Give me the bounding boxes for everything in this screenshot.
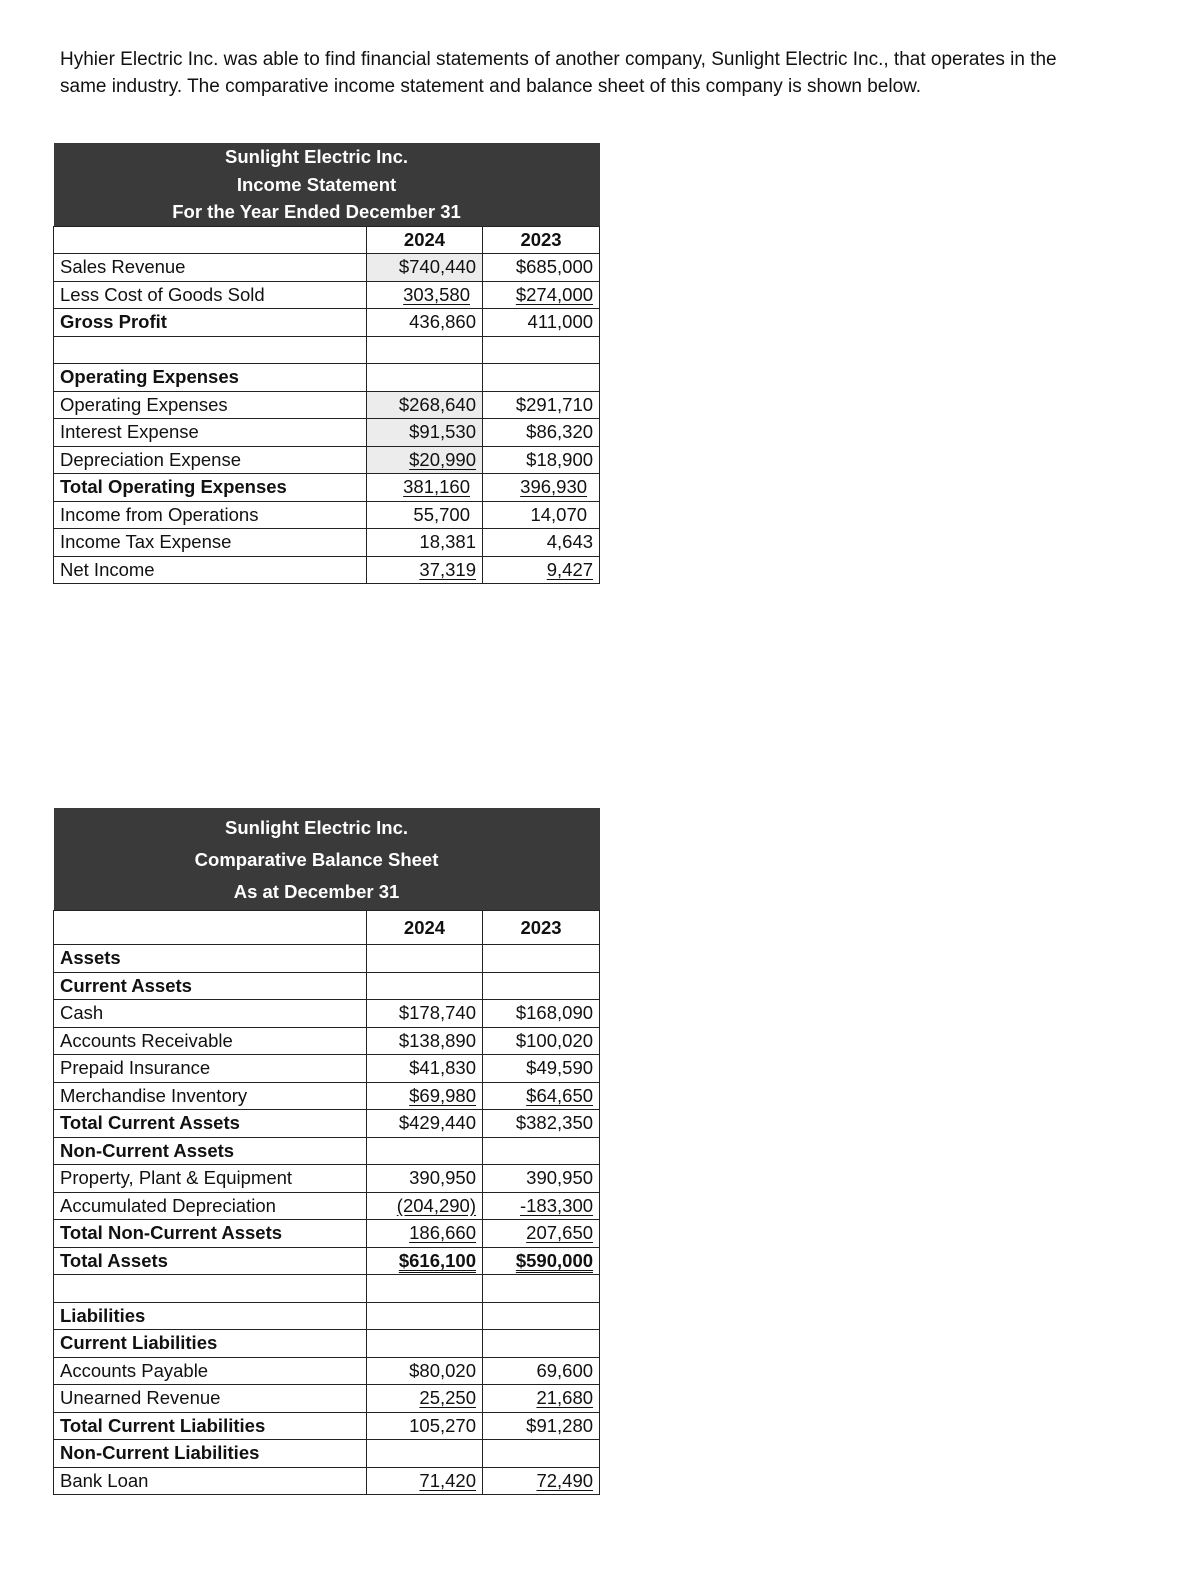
value-2023: [483, 945, 600, 973]
row-label: Net Income: [54, 556, 367, 584]
year-2024-header: 2024: [367, 911, 483, 945]
value-2023: 4,643: [483, 529, 600, 557]
value-2023: $685,000: [483, 254, 600, 282]
row-label: Total Non-Current Assets: [54, 1220, 367, 1248]
balance-sheet-header: [54, 808, 600, 911]
value-2023: $91,280: [483, 1412, 600, 1440]
table-row: [54, 446, 600, 474]
value-2024: 18,381: [367, 529, 483, 557]
company-name: Sunlight Electric Inc.: [225, 817, 408, 838]
value-2023: [483, 1330, 600, 1358]
year-2023-header: 2023: [483, 226, 600, 254]
row-label: Depreciation Expense: [54, 446, 367, 474]
value-2023: $382,350: [483, 1110, 600, 1138]
value-2024: 71,420: [367, 1467, 483, 1495]
row-label: Total Current Liabilities: [54, 1412, 367, 1440]
value-2023: $274,000: [483, 281, 600, 309]
row-label: [54, 336, 367, 364]
table-row: [54, 1440, 600, 1468]
intro-paragraph: Hyhier Electric Inc. was able to find financial statements of another company, Sunlight Electric Inc., that operates in the same industry. The comparative income statement and balance sheet of this company is shown below.: [60, 49, 1057, 97]
row-label: Operating Expenses: [54, 364, 367, 392]
value-2024: 381,160: [367, 474, 483, 502]
value-2024: $80,020: [367, 1357, 483, 1385]
row-label: Non-Current Liabilities: [54, 1440, 367, 1468]
value-2024: $616,100: [367, 1247, 483, 1275]
table-row: [54, 529, 600, 557]
value-2023: $590,000: [483, 1247, 600, 1275]
row-label: Income Tax Expense: [54, 529, 367, 557]
value-2024: [367, 1137, 483, 1165]
table-row: [54, 1385, 600, 1413]
value-2023: $18,900: [483, 446, 600, 474]
row-label: Cash: [54, 1000, 367, 1028]
value-2023: 390,950: [483, 1165, 600, 1193]
table-row: [54, 1467, 600, 1495]
value-2024: [367, 945, 483, 973]
value-2024: [367, 1330, 483, 1358]
value-2023: 72,490: [483, 1467, 600, 1495]
table-row: [54, 1192, 600, 1220]
value-2024: 37,319: [367, 556, 483, 584]
value-2023: 21,680: [483, 1385, 600, 1413]
year-header-blank: [54, 911, 367, 945]
row-label: Prepaid Insurance: [54, 1055, 367, 1083]
row-label: Accounts Payable: [54, 1357, 367, 1385]
table-row: [54, 391, 600, 419]
value-2023: [483, 1275, 600, 1303]
table-row: [54, 254, 600, 282]
table-row: [54, 1165, 600, 1193]
table-row: [54, 1220, 600, 1248]
value-2024: [367, 972, 483, 1000]
table-row: [54, 1137, 600, 1165]
row-label: Total Operating Expenses: [54, 474, 367, 502]
row-label: Interest Expense: [54, 419, 367, 447]
value-2023: [483, 336, 600, 364]
row-label: Unearned Revenue: [54, 1385, 367, 1413]
company-name: Sunlight Electric Inc.: [225, 146, 408, 167]
value-2023: 9,427: [483, 556, 600, 584]
value-2024: $41,830: [367, 1055, 483, 1083]
statement-title: Income Statement: [236, 173, 397, 195]
table-row: [54, 972, 600, 1000]
value-2024: $138,890: [367, 1027, 483, 1055]
row-label: Liabilities: [54, 1302, 367, 1330]
value-2024: [367, 1440, 483, 1468]
row-label: Less Cost of Goods Sold: [54, 281, 367, 309]
statement-period: For the Year Ended December 31: [172, 201, 461, 222]
value-2023: 14,070: [483, 501, 600, 529]
value-2024: $178,740: [367, 1000, 483, 1028]
row-label: Income from Operations: [54, 501, 367, 529]
value-2023: $86,320: [483, 419, 600, 447]
value-2024: $20,990: [367, 446, 483, 474]
value-2024: 55,700: [367, 501, 483, 529]
table-row: [54, 1330, 600, 1358]
year-2023-header: 2023: [483, 911, 600, 945]
table-row: [54, 1357, 600, 1385]
value-2023: 396,930: [483, 474, 600, 502]
value-2024: 436,860: [367, 309, 483, 337]
value-2023: $291,710: [483, 391, 600, 419]
value-2023: [483, 1137, 600, 1165]
value-2023: 411,000: [483, 309, 600, 337]
value-2024: [367, 1302, 483, 1330]
row-label: Operating Expenses: [54, 391, 367, 419]
table-row: [54, 419, 600, 447]
table-row: [54, 474, 600, 502]
value-2024: [367, 1275, 483, 1303]
year-header-row: [54, 226, 600, 254]
value-2023: [483, 364, 600, 392]
table-row: [54, 1055, 600, 1083]
value-2024: 25,250: [367, 1385, 483, 1413]
value-2023: [483, 972, 600, 1000]
value-2024: $429,440: [367, 1110, 483, 1138]
value-2023: [483, 1440, 600, 1468]
row-label: Property, Plant & Equipment: [54, 1165, 367, 1193]
year-header-row: [54, 911, 600, 945]
row-label: Total Assets: [54, 1247, 367, 1275]
value-2023: -183,300: [483, 1192, 600, 1220]
value-2023: $100,020: [483, 1027, 600, 1055]
value-2023: $49,590: [483, 1055, 600, 1083]
table-row: [54, 945, 600, 973]
table-row: [54, 1000, 600, 1028]
value-2023: 69,600: [483, 1357, 600, 1385]
income-statement-table: [53, 143, 600, 584]
table-row: [54, 1247, 600, 1275]
row-label: Accounts Receivable: [54, 1027, 367, 1055]
table-row: [54, 281, 600, 309]
row-label: Accumulated Depreciation: [54, 1192, 367, 1220]
balance-sheet-table: [53, 808, 600, 1495]
value-2023: 207,650: [483, 1220, 600, 1248]
table-row: [54, 1275, 600, 1303]
table-row: [54, 1412, 600, 1440]
statement-title: Comparative Balance Sheet: [194, 849, 439, 870]
value-2024: $740,440: [367, 254, 483, 282]
value-2023: $168,090: [483, 1000, 600, 1028]
table-row: [54, 336, 600, 364]
value-2024: [367, 364, 483, 392]
row-label: Sales Revenue: [54, 254, 367, 282]
year-2024-header: 2024: [367, 226, 483, 254]
value-2024: 390,950: [367, 1165, 483, 1193]
row-label: Gross Profit: [54, 309, 367, 337]
year-header-blank: [54, 226, 367, 254]
table-row: [54, 1110, 600, 1138]
value-2024: (204,290): [367, 1192, 483, 1220]
table-row: [54, 1027, 600, 1055]
table-row: [54, 1302, 600, 1330]
row-label: [54, 1275, 367, 1303]
statement-period: As at December 31: [233, 881, 400, 902]
value-2024: 105,270: [367, 1412, 483, 1440]
row-label: Current Liabilities: [54, 1330, 367, 1358]
table-row: [54, 501, 600, 529]
row-label: Merchandise Inventory: [54, 1082, 367, 1110]
value-2024: $268,640: [367, 391, 483, 419]
value-2024: 303,580: [367, 281, 483, 309]
value-2023: [483, 1302, 600, 1330]
value-2024: 186,660: [367, 1220, 483, 1248]
row-label: Assets: [54, 945, 367, 973]
row-label: Bank Loan: [54, 1467, 367, 1495]
value-2023: $64,650: [483, 1082, 600, 1110]
table-row: [54, 1082, 600, 1110]
row-label: Total Current Assets: [54, 1110, 367, 1138]
value-2024: $91,530: [367, 419, 483, 447]
value-2024: $69,980: [367, 1082, 483, 1110]
value-2024: [367, 336, 483, 364]
table-row: [54, 309, 600, 337]
table-row: [54, 364, 600, 392]
table-row: [54, 556, 600, 584]
income-statement-header: [54, 143, 600, 226]
row-label: Current Assets: [54, 972, 367, 1000]
row-label: Non-Current Assets: [54, 1137, 367, 1165]
